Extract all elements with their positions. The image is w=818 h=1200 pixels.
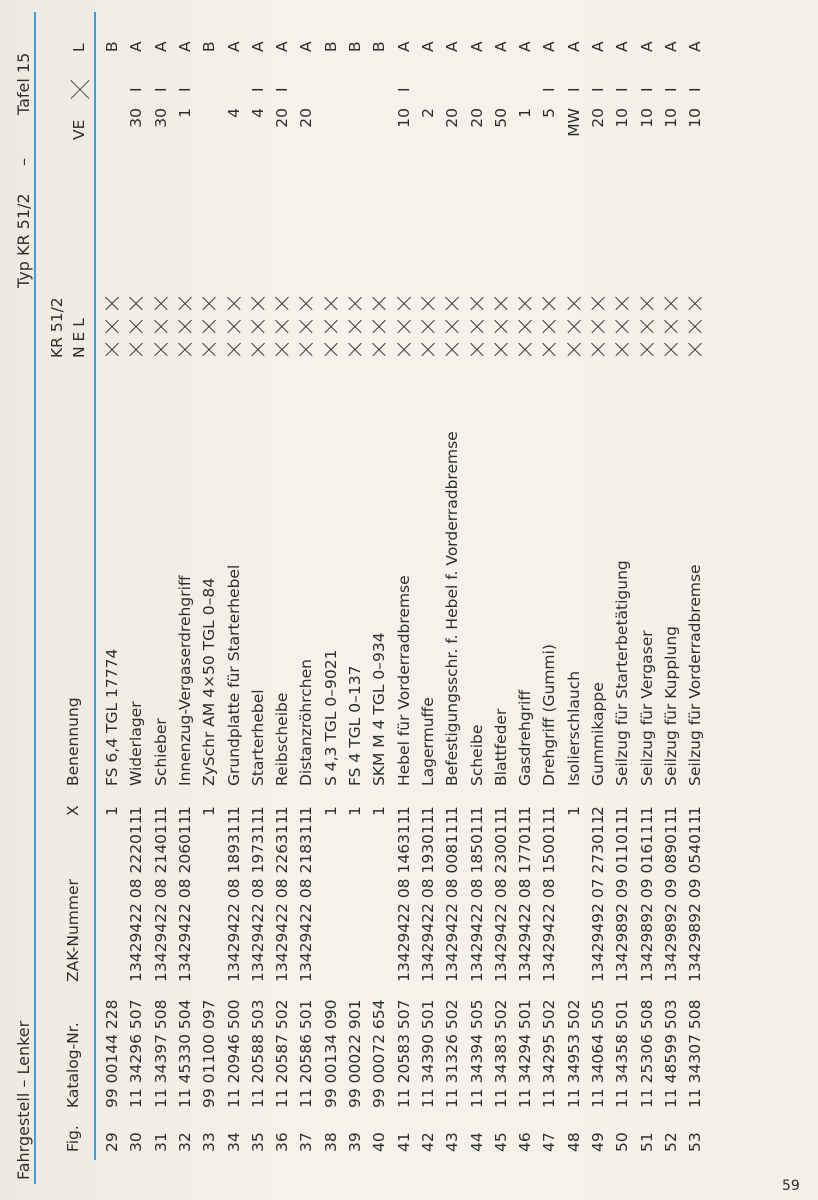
fig-number: 42 <box>418 1132 437 1152</box>
ve-value: 10 <box>661 108 680 128</box>
part-name: Gummikappe <box>589 682 607 786</box>
ve-value: 30 <box>127 108 146 128</box>
part-name: Befestigungsschr. f. Hebel f. Vorderradbremse <box>443 431 462 786</box>
fig-number: 50 <box>613 1132 632 1152</box>
separator-mark: I <box>151 87 170 92</box>
page-number: 59 <box>782 1178 800 1194</box>
ve-value: 20 <box>589 108 607 128</box>
part-name: Seilzug für Kupplung <box>661 626 680 786</box>
quantity: 1 <box>637 806 656 816</box>
separator-mark: I <box>589 87 607 92</box>
stock-code: A <box>297 41 316 52</box>
fit-e-mark <box>202 318 216 334</box>
fit-n-mark <box>202 341 216 357</box>
fit-n-mark <box>397 341 411 357</box>
column-rule <box>94 12 96 1160</box>
separator-mark: I <box>248 87 267 92</box>
fit-e-mark <box>567 318 581 334</box>
stock-code: A <box>540 41 559 52</box>
fit-e-mark <box>421 318 435 334</box>
part-name: Reibscheibe <box>273 692 292 786</box>
separator-mark: I <box>613 87 632 92</box>
stock-code: A <box>467 41 486 52</box>
fit-l-mark <box>640 295 654 311</box>
zak-number: 13429422 08 193011 <box>418 814 437 982</box>
part-name: Schieber <box>151 718 170 786</box>
fit-l-mark <box>421 295 435 311</box>
quantity: 1 <box>200 806 219 816</box>
fit-n-mark <box>178 341 192 357</box>
fit-n-mark <box>615 341 629 357</box>
stock-code: A <box>516 41 535 52</box>
zak-number: 13429422 08 008111 <box>443 814 462 982</box>
fit-e-mark <box>299 318 313 334</box>
stock-code: A <box>686 41 705 52</box>
fit-n-mark <box>567 341 581 357</box>
fit-n-mark <box>640 341 654 357</box>
fit-e-mark <box>591 318 605 334</box>
fit-l-mark <box>372 295 386 311</box>
catalog-number: 11 34358 501 <box>613 999 632 1108</box>
fit-l-mark <box>445 295 459 311</box>
zak-number: 13429422 08 150011 <box>540 814 559 982</box>
catalog-number: 11 34294 501 <box>516 999 535 1108</box>
fit-l-mark <box>251 295 265 311</box>
quantity: 1 <box>564 806 583 816</box>
col-catalog: Katalog-Nr. <box>64 1022 82 1108</box>
catalog-number: 99 00072 654 <box>370 999 389 1108</box>
ve-value: 1 <box>516 108 535 118</box>
quantity: 1 <box>248 806 267 816</box>
zak-number: 13429422 08 185011 <box>467 814 486 982</box>
quantity: 1 <box>103 806 121 816</box>
part-name: Gasdrehgriff <box>516 689 535 786</box>
fig-number: 35 <box>248 1132 267 1152</box>
fit-e-mark <box>470 318 484 334</box>
header-dash: – <box>14 158 33 166</box>
fig-number: 34 <box>224 1132 243 1152</box>
ve-value: 10 <box>686 108 705 128</box>
quantity: 1 <box>346 806 364 816</box>
stock-code: B <box>370 41 389 52</box>
zak-number: 13429422 08 177011 <box>516 814 535 982</box>
fit-l-mark <box>129 295 143 311</box>
fit-n-mark <box>251 341 265 357</box>
part-name: FS 6,4 TGL 17774 <box>103 648 121 786</box>
zak-number: 13429422 08 197311 <box>248 814 267 982</box>
fit-n-mark <box>154 341 168 357</box>
fit-e-mark <box>275 318 289 334</box>
fig-number: 32 <box>175 1132 194 1152</box>
quantity: 1 <box>686 806 705 816</box>
quantity: 1 <box>175 806 194 816</box>
fig-number: 46 <box>516 1132 535 1152</box>
zak-number: 13429422 08 206011 <box>175 814 194 982</box>
fit-n-mark <box>324 341 338 357</box>
catalog-number: 11 34953 502 <box>564 999 583 1108</box>
stock-code: A <box>273 41 292 52</box>
zak-number: 13429422 08 230011 <box>491 814 510 982</box>
quantity: 1 <box>516 806 535 816</box>
catalog-number: 11 20588 503 <box>248 999 267 1108</box>
catalog-number: 11 34394 505 <box>467 999 486 1108</box>
catalog-number: 11 34296 507 <box>127 999 146 1108</box>
separator-mark: I <box>394 87 413 92</box>
catalog-number: 11 34307 508 <box>686 999 705 1108</box>
fit-e-mark <box>445 318 459 334</box>
part-name: Hebel für Vorderradbremse <box>394 575 413 786</box>
quantity: 1 <box>540 806 559 816</box>
ve-value: MW <box>564 108 583 137</box>
catalog-number: 11 34390 501 <box>418 999 437 1108</box>
type-label: Typ KR 51/2 <box>14 193 33 288</box>
col-name: Benennung <box>64 697 82 786</box>
part-name: Seilzug für Vorderradbremse <box>686 564 705 786</box>
stock-code: A <box>418 41 437 52</box>
stock-code: A <box>127 41 146 52</box>
fig-number: 45 <box>491 1132 510 1152</box>
ve-value: 4 <box>248 108 267 118</box>
ve-value: 2 <box>418 108 437 118</box>
quantity: 1 <box>443 806 462 816</box>
part-name: S 4,3 TGL 0–9021 <box>321 649 340 786</box>
quantity: 1 <box>394 806 413 816</box>
col-ve: VE <box>70 119 88 140</box>
fit-e-mark <box>518 318 532 334</box>
fit-e-mark <box>494 318 508 334</box>
fit-e-mark <box>372 318 386 334</box>
ve-value: 1 <box>175 108 194 118</box>
separator-mark: I <box>175 87 194 92</box>
quantity: 1 <box>297 806 316 816</box>
zak-number: 13429422 08 146311 <box>394 814 413 982</box>
ve-value: 5 <box>540 108 559 118</box>
zak-number: 13429492 07 273011 <box>589 814 607 982</box>
catalog-number: 11 20586 501 <box>297 999 316 1108</box>
fit-e-mark <box>542 318 556 334</box>
zak-number: 13429422 08 222011 <box>127 814 146 982</box>
fit-e-mark <box>324 318 338 334</box>
fit-e-mark <box>615 318 629 334</box>
fit-n-mark <box>445 341 459 357</box>
fit-n-mark <box>664 341 678 357</box>
ve-value: 30 <box>151 108 170 128</box>
fit-n-mark <box>542 341 556 357</box>
quantity: 1 <box>661 806 680 816</box>
fit-e-mark <box>227 318 241 334</box>
col-model: KR 51/2 <box>48 297 66 358</box>
fig-number: 48 <box>564 1132 583 1152</box>
fit-l-mark <box>202 295 216 311</box>
stock-code: A <box>151 41 170 52</box>
fit-l-mark <box>494 295 508 311</box>
catalog-number: 11 20583 507 <box>394 999 413 1108</box>
fig-number: 47 <box>540 1132 559 1152</box>
ve-value: 10 <box>637 108 656 128</box>
fit-n-mark <box>129 341 143 357</box>
ve-value: 20 <box>467 108 486 128</box>
stock-code: A <box>394 41 413 52</box>
separator-mark: I <box>637 87 656 92</box>
quantity: 1 <box>467 806 486 816</box>
fit-l-mark <box>299 295 313 311</box>
quantity: 1 <box>613 806 632 816</box>
fig-number: 36 <box>273 1132 292 1152</box>
fit-l-mark <box>688 295 702 311</box>
fit-l-mark <box>227 295 241 311</box>
fit-l-mark <box>397 295 411 311</box>
part-name: Seilzug für Vergaser <box>637 630 656 786</box>
fig-number: 44 <box>467 1132 486 1152</box>
quantity: 1 <box>491 806 510 816</box>
fit-l-mark <box>348 295 362 311</box>
col-x: X <box>64 805 82 816</box>
stock-code: A <box>613 41 632 52</box>
fig-number: 39 <box>346 1132 364 1152</box>
catalog-number: 11 20587 502 <box>273 999 292 1108</box>
stock-code: A <box>248 41 267 52</box>
stock-code: A <box>224 41 243 52</box>
fit-n-mark <box>348 341 362 357</box>
ve-value: 4 <box>224 108 243 118</box>
fig-number: 51 <box>637 1132 656 1152</box>
part-name: Drehgriff (Gummi) <box>540 644 559 786</box>
ve-value: 20 <box>273 108 292 128</box>
col-l: L <box>70 43 88 52</box>
fit-n-mark <box>518 341 532 357</box>
separator-mark: I <box>686 87 705 92</box>
fit-l-mark <box>275 295 289 311</box>
part-name: FS 4 TGL 0–137 <box>346 665 364 786</box>
fig-number: 40 <box>370 1132 389 1152</box>
col-variants: N E L <box>70 318 88 358</box>
catalog-number: 11 34064 505 <box>589 999 607 1108</box>
quantity: 1 <box>370 806 389 816</box>
fit-n-mark <box>591 341 605 357</box>
fit-e-mark <box>397 318 411 334</box>
fit-l-mark <box>178 295 192 311</box>
fit-e-mark <box>154 318 168 334</box>
part-name: ZySchr AM 4×50 TGL 0–84 <box>200 577 219 786</box>
fit-e-mark <box>129 318 143 334</box>
col-zak: ZAK-Nummer <box>64 879 82 982</box>
fit-n-mark <box>227 341 241 357</box>
ve-value: 20 <box>443 108 462 128</box>
fit-l-mark <box>615 295 629 311</box>
fig-number: 31 <box>151 1132 170 1152</box>
fig-number: 30 <box>127 1132 146 1152</box>
stock-code: A <box>443 41 462 52</box>
part-name: SKM M 4 TGL 0–934 <box>370 632 389 786</box>
catalog-number: 11 25306 508 <box>637 999 656 1108</box>
fit-n-mark <box>470 341 484 357</box>
fig-number: 43 <box>443 1132 462 1152</box>
part-name: Lagermuffe <box>418 697 437 786</box>
fit-l-mark <box>664 295 678 311</box>
catalog-number: 11 45330 504 <box>175 999 194 1108</box>
fig-number: 52 <box>661 1132 680 1152</box>
fit-n-mark <box>372 341 386 357</box>
separator-mark: I <box>661 87 680 92</box>
separator-mark: I <box>273 87 292 92</box>
fit-e-mark <box>105 318 119 334</box>
part-name: Scheibe <box>467 724 486 786</box>
stock-code: A <box>661 41 680 52</box>
fit-n-mark <box>299 341 313 357</box>
quantity: 1 <box>224 806 243 816</box>
fig-number: 41 <box>394 1132 413 1152</box>
zak-number: 13429422 08 214011 <box>151 814 170 982</box>
part-name: Starterhebel <box>248 689 267 786</box>
plate-label: Tafel 15 <box>14 52 33 115</box>
section-title: Fahrgestell – Lenker <box>14 1020 33 1180</box>
fit-l-mark <box>105 295 119 311</box>
quantity: 2 <box>589 806 607 816</box>
catalog-number: 11 20946 500 <box>224 999 243 1108</box>
part-name: Blattfeder <box>491 708 510 786</box>
stock-code: B <box>103 41 121 52</box>
header-rule <box>34 12 36 1184</box>
part-name: Innenzug-Vergaserdrehgriff <box>175 575 194 786</box>
fit-l-mark <box>591 295 605 311</box>
zak-number: 13429892 09 054011 <box>686 814 705 982</box>
quantity: 1 <box>418 806 437 816</box>
col-fig: Fig. <box>64 1125 82 1152</box>
fit-n-mark <box>421 341 435 357</box>
catalog-number: 11 34397 508 <box>151 999 170 1108</box>
catalog-number: 11 34295 502 <box>540 999 559 1108</box>
fig-number: 53 <box>686 1132 705 1152</box>
zak-number: 13429892 09 089011 <box>661 814 680 982</box>
part-name: Isolierschlauch <box>564 670 583 786</box>
catalog-number: 99 00134 090 <box>321 999 340 1108</box>
part-name: Seilzug für Starterbetätigung <box>613 560 632 786</box>
fit-l-mark <box>518 295 532 311</box>
quantity: 1 <box>151 806 170 816</box>
catalog-number: 11 48599 503 <box>661 999 680 1108</box>
fit-l-mark <box>542 295 556 311</box>
fig-number: 33 <box>200 1132 219 1152</box>
catalog-number: 11 34383 502 <box>491 999 510 1108</box>
fit-e-mark <box>178 318 192 334</box>
separator-mark: I <box>540 87 559 92</box>
part-name: Widerlager <box>127 701 146 786</box>
stock-code: A <box>491 41 510 52</box>
quantity: 1 <box>273 806 292 816</box>
fit-e-mark <box>348 318 362 334</box>
fit-l-mark <box>470 295 484 311</box>
catalog-number: 99 01100 097 <box>200 999 219 1108</box>
part-name: Distanzröhrchen <box>297 659 316 786</box>
zak-number: 13429422 08 226311 <box>273 814 292 982</box>
stock-code: B <box>200 41 219 52</box>
fit-l-mark <box>567 295 581 311</box>
fit-l-mark <box>154 295 168 311</box>
quantity: 1 <box>127 806 146 816</box>
fig-number: 29 <box>103 1132 121 1152</box>
ve-value: 50 <box>491 108 510 128</box>
quantity: 1 <box>321 806 340 816</box>
fit-n-mark <box>275 341 289 357</box>
fit-n-mark <box>105 341 119 357</box>
separator-mark: I <box>127 87 146 92</box>
fit-e-mark <box>640 318 654 334</box>
fit-l-mark <box>324 295 338 311</box>
col-cross-icon <box>70 78 90 100</box>
stock-code: A <box>175 41 194 52</box>
stock-code: B <box>321 41 340 52</box>
zak-number: 13429422 08 218311 <box>297 814 316 982</box>
zak-number: 13429892 09 011011 <box>613 814 632 982</box>
ve-value: 10 <box>613 108 632 128</box>
fit-e-mark <box>664 318 678 334</box>
catalog-number: 11 31326 502 <box>443 999 462 1108</box>
stock-code: A <box>564 41 583 52</box>
part-name: Grundplatte für Starterhebel <box>224 564 243 786</box>
ve-value: 10 <box>394 108 413 128</box>
zak-number: 13429892 09 016111 <box>637 814 656 982</box>
stock-code: A <box>637 41 656 52</box>
catalog-number: 99 00144 228 <box>103 999 121 1108</box>
zak-number: 13429422 08 189311 <box>224 814 243 982</box>
stock-code: B <box>346 41 364 52</box>
ve-value: 20 <box>297 108 316 128</box>
fit-n-mark <box>494 341 508 357</box>
fig-number: 37 <box>297 1132 316 1152</box>
fit-e-mark <box>251 318 265 334</box>
stock-code: A <box>589 41 607 52</box>
fit-n-mark <box>688 341 702 357</box>
fit-e-mark <box>688 318 702 334</box>
separator-mark: I <box>564 87 583 92</box>
fig-number: 49 <box>589 1132 607 1152</box>
fig-number: 38 <box>321 1132 340 1152</box>
catalog-number: 99 00022 901 <box>346 999 364 1108</box>
